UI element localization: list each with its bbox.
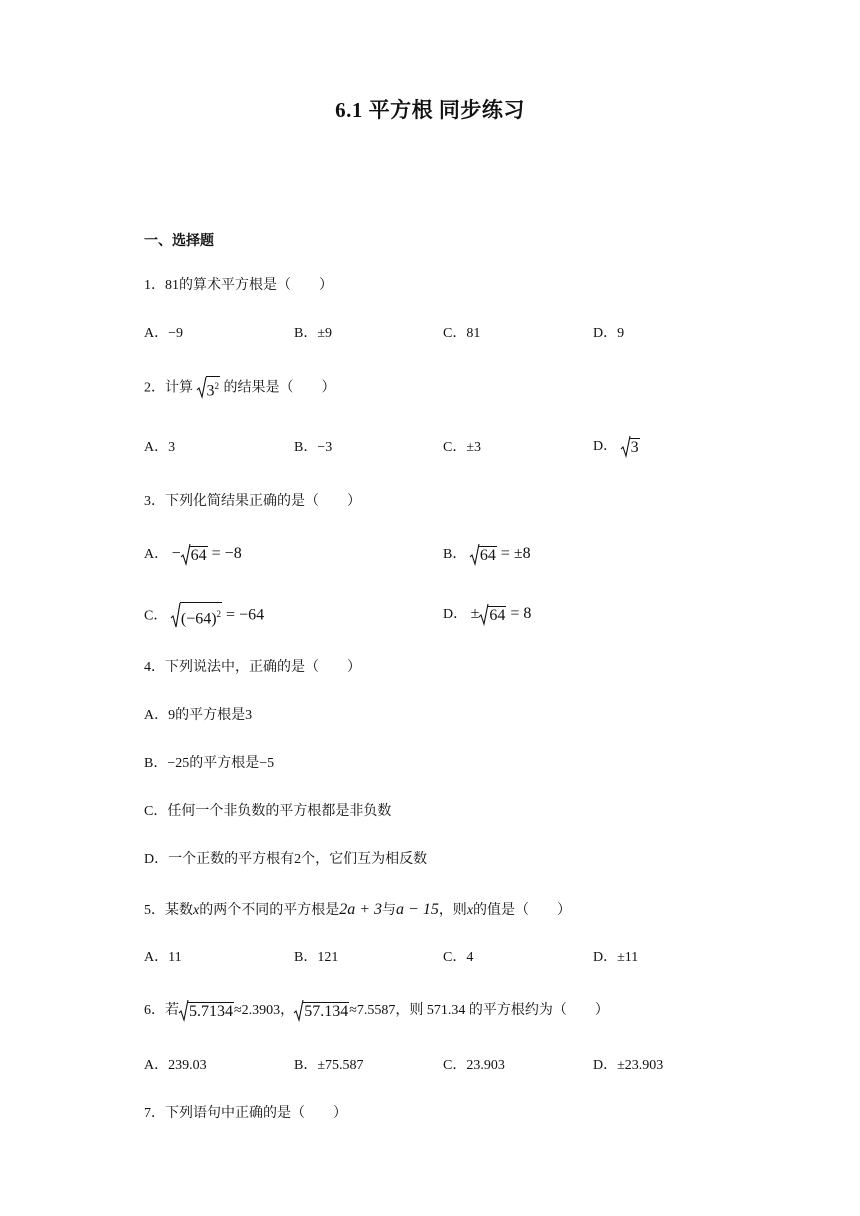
q5-var-x: x bbox=[193, 903, 200, 918]
q6-stem-part: ≈2.3903， bbox=[234, 1003, 295, 1019]
radical-sign-icon bbox=[294, 1000, 303, 1022]
q3-option-c bbox=[144, 602, 264, 630]
q4-option-a: A．9的平方根是3 bbox=[144, 708, 253, 723]
q2-radicand: 3 bbox=[206, 382, 215, 400]
q4-option-b: B．−25的平方根是−5 bbox=[144, 756, 275, 771]
q3-option-b-sqrt bbox=[470, 544, 497, 566]
q5-option-c: C．4 bbox=[443, 950, 474, 965]
radical-sign-icon bbox=[197, 377, 206, 399]
q2-stem-suffix: 的结果是（ ） bbox=[223, 380, 336, 396]
question-2-stem bbox=[144, 376, 336, 400]
q6-sqrt-2 bbox=[294, 1000, 349, 1022]
q3-option-b bbox=[443, 544, 531, 566]
q6-option-d: D．±23.903 bbox=[593, 1058, 664, 1073]
q5-stem-part: 的值是（ ） bbox=[473, 903, 572, 918]
q6-radicand-1: 5.7134 bbox=[189, 1002, 233, 1020]
q3-option-d-sqrt bbox=[479, 604, 506, 626]
q3-option-d-result: = 8 bbox=[506, 605, 532, 623]
q2-option-d-radicand: 3 bbox=[630, 438, 639, 456]
q6-option-b: B．±75.587 bbox=[294, 1058, 364, 1073]
q3-option-b-result: = ±8 bbox=[496, 545, 531, 563]
q3-option-c-radicand: (−64) bbox=[180, 610, 217, 628]
q3-option-d bbox=[443, 604, 531, 626]
q2-option-d bbox=[593, 436, 640, 458]
q3-option-c-sqrt bbox=[171, 602, 222, 630]
q3-option-d-radicand: 64 bbox=[489, 606, 506, 624]
q6-stem-part: ≈7.5587，则 571.34 的平方根约为（ ） bbox=[349, 1003, 609, 1019]
q2-sqrt-expression bbox=[197, 376, 221, 400]
q3-option-c-result: = −64 bbox=[222, 606, 265, 624]
q6-option-c: C．23.903 bbox=[443, 1058, 505, 1073]
q3-option-b-label: B． bbox=[443, 547, 467, 563]
section-heading: 一、选择题 bbox=[144, 234, 214, 249]
q3-option-d-sign: ± bbox=[470, 605, 480, 623]
radical-sign-icon bbox=[171, 603, 180, 629]
q5-expression-2: a − 15 bbox=[396, 901, 439, 918]
q6-stem-part: 6．若 bbox=[144, 1003, 179, 1019]
q5-option-a: A．11 bbox=[144, 950, 182, 965]
q1-option-c: C．81 bbox=[443, 326, 481, 341]
q1-option-d: D．9 bbox=[593, 326, 625, 341]
q5-stem-part: 的两个不同的平方根是 bbox=[199, 903, 340, 918]
q6-sqrt-1 bbox=[179, 1000, 234, 1022]
q2-option-a: A．3 bbox=[144, 440, 176, 455]
q4-option-d: D．一个正数的平方根有2个，它们互为相反数 bbox=[144, 852, 428, 867]
radical-sign-icon bbox=[621, 436, 630, 458]
q5-expression-1: 2a + 3 bbox=[339, 901, 383, 918]
q3-option-a-label: A． bbox=[144, 547, 169, 563]
q4-option-c: C．任何一个非负数的平方根都是非负数 bbox=[144, 804, 392, 819]
question-1-stem: 1．81的算术平方根是（ ） bbox=[144, 278, 333, 293]
radical-sign-icon bbox=[181, 544, 190, 566]
radical-sign-icon bbox=[179, 1000, 188, 1022]
q2-option-b: B．−3 bbox=[294, 440, 333, 455]
q3-option-b-radicand: 64 bbox=[479, 546, 496, 564]
q5-stem-part: ，则 bbox=[438, 903, 467, 918]
q3-option-d-label: D． bbox=[443, 607, 468, 623]
q3-option-c-exponent: 2 bbox=[216, 609, 222, 619]
q2-exponent: 2 bbox=[214, 381, 219, 391]
question-7-stem: 7．下列语句中正确的是（ ） bbox=[144, 1106, 347, 1121]
question-5-stem bbox=[144, 900, 571, 921]
q3-option-a-sqrt bbox=[181, 544, 208, 566]
q6-option-a: A．239.03 bbox=[144, 1058, 207, 1073]
q3-option-a-result: = −8 bbox=[207, 545, 242, 563]
q3-option-c-label: C． bbox=[144, 608, 168, 624]
q2-option-d-label: D． bbox=[593, 439, 618, 455]
q6-radicand-2: 57.134 bbox=[304, 1002, 349, 1020]
q5-stem-part: 与 bbox=[382, 903, 397, 918]
q5-option-b: B．121 bbox=[294, 950, 339, 965]
radical-sign-icon bbox=[470, 544, 479, 566]
question-6-stem bbox=[144, 1000, 609, 1022]
q2-option-c: C．±3 bbox=[443, 440, 482, 455]
q3-option-a-sign: − bbox=[171, 545, 181, 563]
q3-option-a-radicand: 64 bbox=[190, 546, 207, 564]
q1-option-b: B．±9 bbox=[294, 326, 333, 341]
question-4-stem: 4．下列说法中，正确的是（ ） bbox=[144, 660, 361, 675]
q2-option-d-sqrt bbox=[621, 436, 640, 458]
radical-sign-icon bbox=[479, 604, 488, 626]
q5-stem-part: 5．某数 bbox=[144, 903, 193, 918]
q5-option-d: D．±11 bbox=[593, 950, 639, 965]
page-title: 6.1 平方根 同步练习 bbox=[335, 98, 525, 122]
q2-stem-prefix: 2．计算 bbox=[144, 380, 193, 396]
q1-option-a: A．−9 bbox=[144, 326, 184, 341]
q3-option-a bbox=[144, 544, 242, 566]
question-3-stem: 3．下列化简结果正确的是（ ） bbox=[144, 494, 361, 509]
q5-var-x: x bbox=[466, 903, 474, 918]
